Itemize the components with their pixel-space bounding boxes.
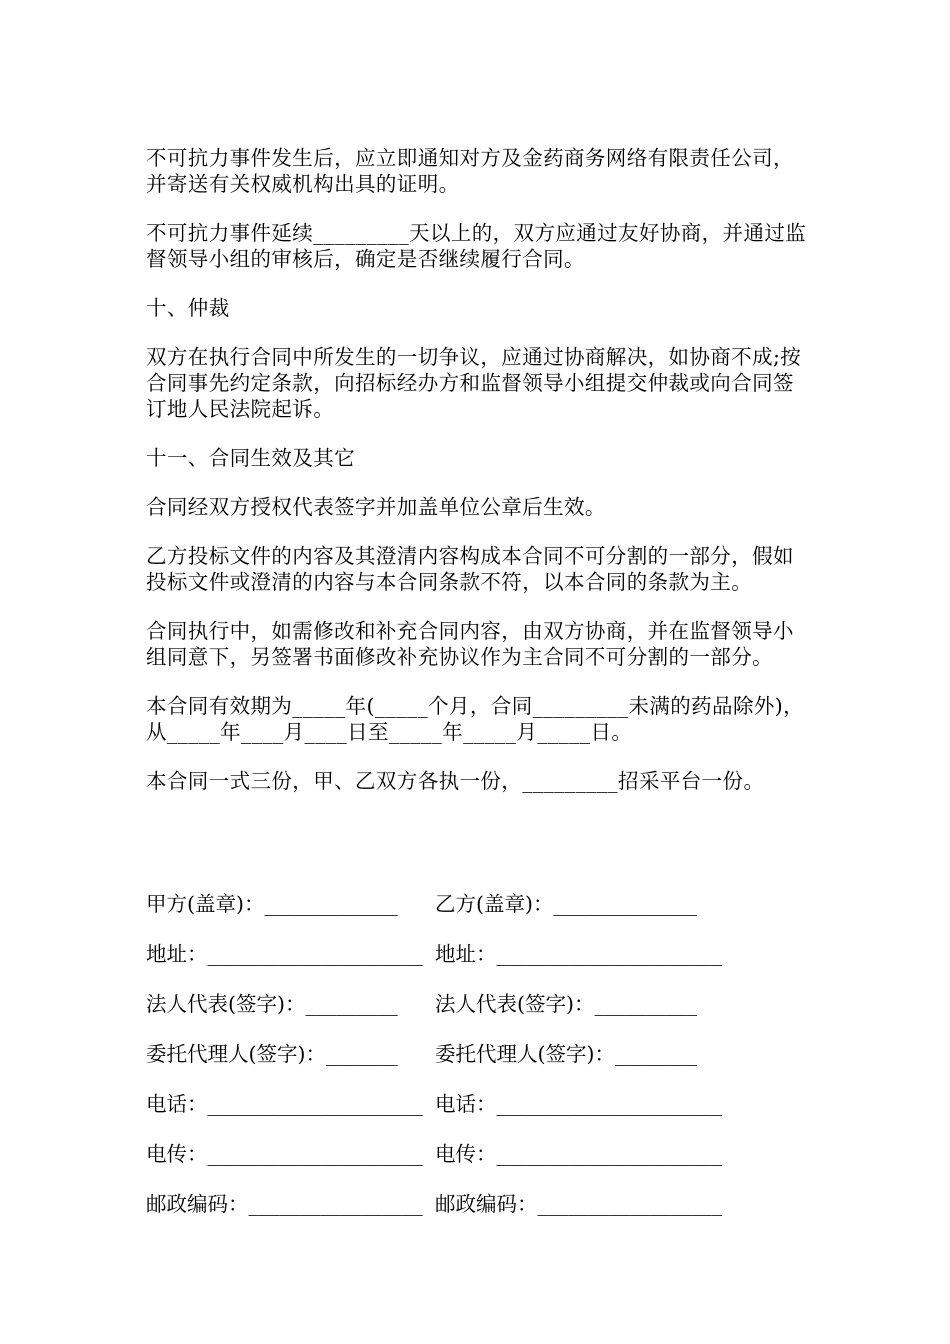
party-b-fax: 电传：______________________: [435, 1142, 722, 1166]
party-b-address: 地址：______________________: [435, 942, 722, 966]
party-a-fax: 电传：_____________________: [146, 1142, 423, 1166]
signature-row-phone: [146, 1067, 811, 1117]
signature-row-seal: [146, 867, 811, 917]
signature-row-address: [146, 917, 811, 967]
signature-row-postcode: [146, 1167, 811, 1217]
section-heading-arbitration: 十、仲裁: [146, 296, 230, 320]
party-b-postcode: 邮政编码：__________________: [435, 1192, 722, 1216]
paragraph-copies: 本合同一式三份，甲、乙双方各执一份，_________招采平台一份。: [146, 769, 765, 793]
party-a-phone: 电话：_____________________: [146, 1092, 423, 1116]
paragraph-amendments: 合同执行中，如需修改和补充合同内容，由双方协商，并在监督领导小组同意下，另签署书面修改补充协议作为主合同不可分割的一部分。: [146, 619, 794, 669]
paragraph-arbitration: 双方在执行合同中所发生的一切争议，应通过协商解决，如协商不成;按合同事先约定条款，向招标经办方和监督领导小组提交仲裁或向合同签订地人民法院起诉。: [146, 345, 802, 421]
paragraph-validity-period: 本合同有效期为_____年(_____个月，合同_________未满的药品除外)，从_____年____月____日至_____年_____月_____日。: [146, 694, 805, 744]
paragraph-bid-documents: 乙方投标文件的内容及其澄清内容构成本合同不可分割的一部分，假如投标文件或澄清的内容与本合同条款不符，以本合同的条款为主。: [146, 544, 794, 594]
paragraph-effective-on-signing: 合同经双方授权代表签字并加盖单位公章后生效。: [146, 495, 606, 519]
party-a-legal-rep: 法人代表(签字)：_________: [146, 992, 398, 1016]
party-b-agent: 委托代理人(签字)：________: [435, 1042, 697, 1066]
section-heading-effectiveness: 十一、合同生效及其它: [146, 446, 355, 470]
paragraph-force-majeure-duration: 不可抗力事件延续_________天以上的，双方应通过友好协商，并通过监督领导小组的审核后，确定是否继续履行合同。: [146, 221, 807, 271]
party-b-phone: 电话：______________________: [435, 1092, 722, 1116]
signature-row-agent: [146, 1017, 811, 1067]
party-a-seal: 甲方(盖章)：_____________: [146, 892, 398, 916]
party-a-address: 地址：_____________________: [146, 942, 423, 966]
party-b-seal: 乙方(盖章)：______________: [435, 892, 697, 916]
signature-row-legal-rep: [146, 967, 811, 1017]
signature-block: [146, 867, 811, 1217]
party-b-legal-rep: 法人代表(签字)：__________: [435, 992, 697, 1016]
party-a-agent: 委托代理人(签字)：_______: [146, 1042, 398, 1066]
signature-row-fax: [146, 1117, 811, 1167]
paragraph-force-majeure-notice: 不可抗力事件发生后，应立即通知对方及金药商务网络有限责任公司，并寄送有关权威机构出具的证明。: [146, 146, 794, 196]
contract-body: [146, 145, 811, 817]
party-a-postcode: 邮政编码：_________________: [146, 1192, 423, 1216]
